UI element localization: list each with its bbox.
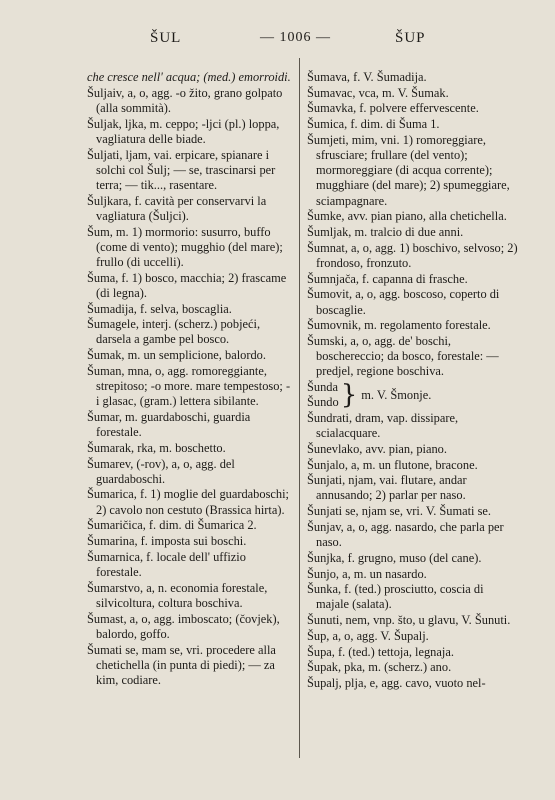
headword: Šunda: [307, 380, 338, 395]
dictionary-entry: Šuma, f. 1) bosco, macchia; 2) frascame (di legna).: [87, 270, 287, 300]
dictionary-entry: Šunuti, nem, vnp. što, u glavu, V. Šunuti.: [307, 613, 511, 628]
dictionary-entry: Šumavka, f. polvere effervescente.: [307, 101, 479, 116]
dictionary-entry: Šunevlako, avv. pian, piano.: [307, 441, 447, 456]
dictionary-entry: Šumadija, f. selva, boscaglia.: [87, 301, 232, 316]
dictionary-entry: Šumarnica, f. locale dell' uffizio forestale.: [87, 549, 246, 579]
dictionary-entry: Šumarica, f. 1) moglie del guardaboschi; 2) cavolo non cestuto (Brassica hirta).: [87, 487, 289, 517]
brace-entry: [307, 380, 519, 410]
dictionary-entry: Šuljati, ljam, vai. erpicare, spianare i solchi col Šulj; — se, trascinarsi per terra; — tik..., rasentare.: [87, 147, 276, 192]
dictionary-entry: Šumovnik, m. regolamento forestale.: [307, 318, 491, 333]
running-head-left: ŠUL: [150, 30, 182, 46]
dictionary-entry: Šunjo, a, m. un nasardo.: [307, 566, 427, 581]
dictionary-entry: Šuljaiv, a, o, agg. -o žito, grano golpato (alla sommità).: [87, 85, 283, 115]
dictionary-entry: Šum, m. 1) mormorio: susurro, buffo (come di vento); mugghio (del mare); frullo (di uccelli).: [87, 224, 283, 269]
dictionary-entry: Šumnat, a, o, agg. 1) boschivo, selvoso; 2) frondoso, fronzuto.: [307, 240, 518, 270]
dictionary-entry: Šumak, m. un semplicione, balordo.: [87, 348, 266, 363]
dictionary-entry: Šumaričica, f. dim. di Šumarica 2.: [87, 518, 257, 533]
left-column: [87, 70, 292, 689]
dictionary-entry: Šuman, mna, o, agg. romoreggiante, strepitoso; -o more. mare tempestoso; -i glasac, (gram.) lettera sibilante.: [87, 363, 291, 409]
dictionary-entry: Šuljak, ljka, m. ceppo; -ljci (pl.) loppa, vagliatura delle biade.: [87, 116, 280, 146]
brace-glyph: }: [340, 380, 358, 411]
dictionary-entry: Šunjalo, a, m. un flutone, bracone.: [307, 457, 478, 472]
right-column: [307, 70, 519, 692]
dictionary-entry: Šunjati se, njam se, vri. V. Šumati se.: [307, 504, 492, 519]
dictionary-entry: Šumarak, rka, m. boschetto.: [87, 440, 226, 455]
dictionary-entry: Šunjav, a, o, agg. nasardo, che parla per naso.: [307, 519, 504, 550]
dictionary-entry: Šumati se, mam se, vri. procedere alla chetichella (in punta di piedi); — za kim, codiare.: [87, 642, 276, 687]
dictionary-entry: Šumar, m. guardaboschi, guardia forestale.: [87, 409, 251, 440]
dictionary-entry: Šumnjača, f. capanna di frasche.: [307, 271, 468, 286]
dictionary-entry: Šupa, f. (ted.) tettoja, legnaja.: [307, 644, 454, 659]
dictionary-entry: Šunjka, f. grugno, muso (del cane).: [307, 550, 482, 565]
dictionary-entry: Šumica, f. dim. di Šuma 1.: [307, 117, 440, 132]
dictionary-entry: Šumarstvo, a, n. economia forestale, silvicoltura, coltura boschiva.: [87, 580, 268, 610]
dictionary-entry: Šunka, f. (ted.) prosciutto, coscia di majale (salata).: [307, 582, 484, 612]
dictionary-entry: Šunjati, njam, vai. flutare, andar annusando; 2) parlar per naso.: [307, 473, 467, 503]
definition: m. V. Šmonje.: [361, 387, 432, 402]
dictionary-entry: Šundrati, dram, vap. dissipare, scialacquare.: [307, 410, 459, 441]
dictionary-entry: Šupak, pka, m. (scherz.) ano.: [307, 660, 452, 675]
dictionary-entry: Šumavac, vca, m. V. Šumak.: [307, 85, 449, 100]
page-number: — 1006 —: [260, 30, 331, 45]
dictionary-entry: Šup, a, o, agg. V. Šupalj.: [307, 628, 429, 643]
dictionary-entry: Šuljkara, f. cavità per conservarvi la vagliatura (Šuljci).: [87, 193, 267, 223]
dictionary-entry: Šumarev, (-rov), a, o, agg. del guardaboschi.: [87, 456, 235, 486]
dictionary-entry: Šumarina, f. imposta sui boschi.: [87, 534, 247, 549]
dictionary-entry: Šumke, avv. pian piano, alla chetichella.: [307, 209, 507, 224]
headword: Šundo: [307, 395, 339, 410]
running-head-right: ŠUP: [395, 30, 426, 46]
dictionary-entry: Šumovit, a, o, agg. boscoso, coperto di boscaglie.: [307, 287, 500, 317]
dictionary-entry: che cresce nell' acqua; (med.) emorroidi.: [87, 70, 291, 84]
dictionary-entry: Šumjeti, mim, vni. 1) romoreggiare, sfrusciare; frullare (del vento); mormoreggiare (di acqua corrente); mugghiare (del mare); 2) spumeggiare, sciampagnare.: [307, 132, 510, 208]
dictionary-entry: Šupalj, plja, e, agg. cavo, vuoto nel-: [307, 675, 486, 690]
dictionary-entry: Šumljak, m. tralcio di due anni.: [307, 225, 464, 240]
dictionary-entry: Šumast, a, o, agg. imboscato; (čovjek), balordo, goffo.: [87, 611, 280, 641]
dictionary-entry: Šumski, a, o, agg. de' boschi, boschereccio; da bosco, forestale: — predjel, regione boschiva.: [307, 333, 499, 379]
column-divider: [299, 58, 300, 758]
dictionary-entry: Šumagele, interj. (scherz.) pobjeći, darsela a gambe pel bosco.: [87, 317, 261, 347]
dictionary-entry: Šumava, f. V. Šumadija.: [307, 70, 427, 84]
